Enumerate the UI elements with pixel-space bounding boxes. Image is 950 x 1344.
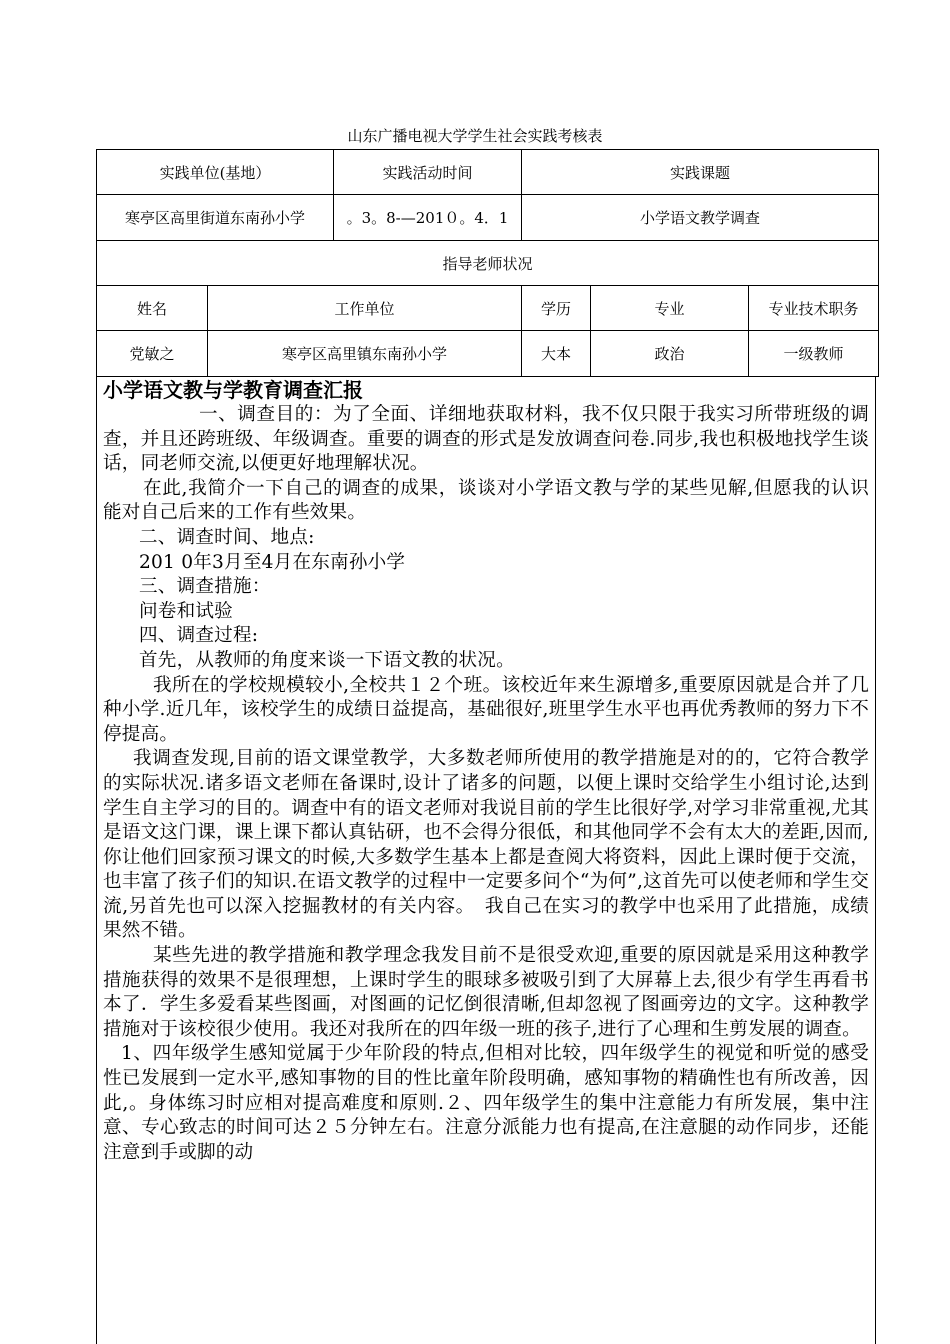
- report-paragraph: 在此,我简介一下自己的调查的成果，谈谈对小学语文教与学的某些见解,但愿我的认识能对自己后来的工作有些效果。: [103, 477, 869, 524]
- header-practice-time: 实践活动时间: [334, 150, 522, 195]
- document-title: 山东广播电视大学学生社会实践考核表: [347, 127, 603, 145]
- report-title: 小学语文教与学教育调查汇报: [103, 378, 363, 402]
- header-practice-topic: 实践课题: [522, 150, 879, 195]
- report-paragraph: 问卷和试验: [139, 600, 233, 622]
- advisor-section-title: 指导老师状况: [97, 241, 879, 286]
- report-paragraph: 首先，从教师的角度来谈一下语文教的状况。: [139, 649, 515, 671]
- value-practice-topic: 小学语文教学调查: [522, 195, 879, 241]
- value-practice-unit: 寒亭区高里街道东南孙小学: [97, 195, 334, 241]
- report-paragraph: 三、调查措施：: [139, 576, 271, 598]
- header-advisor-title: 专业技术职务: [749, 286, 879, 331]
- header-advisor-major: 专业: [591, 286, 749, 331]
- report-cell: [96, 376, 876, 1344]
- report-paragraph: 二、调查时间、地点:: [139, 526, 315, 548]
- report-paragraph: 某些先进的教学措施和教学理念我发目前不是很受欢迎,重要的原因就是采用这种教学措施获得的效果不是很理想，上课时学生的眼球多被吸引到了大屏幕上去,很少有学生再看书本了．学生多爱看某些图画，对图画的记忆倒很清晰,但却忽视了图画旁边的文字。这种教学措施对于该校很少使用。我还对我所在的四年级一班的孩子,进行了心理和生剪发展的调查。: [103, 945, 869, 1040]
- value-advisor-workplace: 寒亭区高里镇东南孙小学: [208, 331, 522, 377]
- value-advisor-education: 大本: [522, 331, 591, 377]
- header-advisor-workplace: 工作单位: [208, 286, 522, 331]
- value-advisor-major: 政治: [591, 331, 749, 377]
- report-paragraph: 201 0年3月至4月在东南孙小学: [139, 551, 406, 573]
- value-practice-time: 。3。8-—201０。4．1: [334, 195, 522, 241]
- report-paragraph: 一、调查目的：为了全面、详细地获取材料，我不仅只限于我实习所带班级的调查，并且还跨班级、年级调查。重要的调查的形式是发放调查问卷.同步,我也积极地找学生谈话，同老师交流,以便更好地理解状况。: [103, 404, 869, 475]
- header-advisor-education: 学历: [522, 286, 591, 331]
- report-paragraph: 我所在的学校规模较小,全校共１２个班。该校近年来生源增多,重要原因就是合并了几种小学.近几年，该校学生的成绩日益提高，基础很好,班里学生水平也再优秀教师的努力下不停提高。: [103, 674, 869, 745]
- assessment-table: [96, 149, 879, 377]
- report-paragraph: 四、调查过程:: [139, 625, 259, 647]
- header-practice-unit: 实践单位(基地）: [97, 150, 334, 195]
- report-paragraph: 我调查发现,目前的语文课堂教学，大多数老师所使用的教学措施是对的的，它符合教学的实际状况.诸多语文老师在备课时,设计了诸多的问题，以便上课时交给学生小组讨论,达到学生自主学习的目的。调查中有的语文老师对我说目前的学生比很好学,对学习非常重视,尤其是语文这门课，课上课下都认真钻研，也不会得分很低，和其他同学不会有太大的差距,因而,你让他们回家预习课文的时候,大多数学生基本上都是查阅大将资料，因此上课时便于交流，也丰富了孩子们的知识.在语文教学的过程中一定要多问个“为何”,这首先可以使老师和学生交流,另首先也可以深入挖掘教材的有关内容。 我自己在实习的教学中也采用了此措施，成绩果然不错。: [103, 748, 869, 942]
- header-advisor-name: 姓名: [97, 286, 208, 331]
- value-advisor-name: 党敏之: [97, 331, 208, 377]
- value-advisor-title: 一级教师: [749, 331, 879, 377]
- report-paragraph: 1、四年级学生感知觉属于少年阶段的特点,但相对比较，四年级学生的视觉和听觉的感受性已发展到一定水平,感知事物的目的性比童年阶段明确，感知事物的精确性也有所改善，因此,。身体练习时应相对提高难度和原则.２、四年级学生的集中注意能力有所发展，集中注意、专心致志的时间可达２５分钟左右。注意分派能力也有提高,在注意腿的动作同步，还能注意到手或脚的动: [103, 1043, 869, 1163]
